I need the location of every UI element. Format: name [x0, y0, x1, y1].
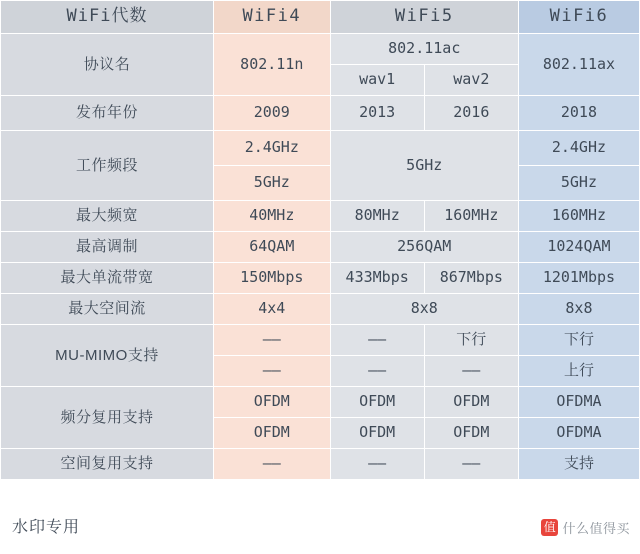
- table-row: [1, 263, 640, 294]
- table-row: [1, 387, 640, 418]
- cell-spatial-streams-wifi5: 8x8: [330, 294, 518, 325]
- cell-protocol-wifi5-wav2: wav2: [424, 65, 518, 96]
- table-row: [1, 96, 640, 131]
- cell-protocol-wifi4: 802.11n: [214, 34, 331, 96]
- cell-year-wifi5-wav2: 2016: [424, 96, 518, 131]
- cell-ofdm-wifi4-b: OFDM: [214, 418, 331, 449]
- cell-bandwidth-wifi6: 160MHz: [518, 201, 639, 232]
- cell-protocol-wifi6: 802.11ax: [518, 34, 639, 96]
- cell-ofdm-wifi5-wav1-b: OFDM: [330, 418, 424, 449]
- table-row: [1, 131, 640, 166]
- cell-ofdm-wifi5-wav2-a: OFDM: [424, 387, 518, 418]
- cell-mumimo-wifi6-down: 下行: [518, 325, 639, 356]
- cell-ofdm-wifi5-wav1-a: OFDM: [330, 387, 424, 418]
- table-row: [1, 201, 640, 232]
- cell-single-stream-wifi5-wav2: 867Mbps: [424, 263, 518, 294]
- cell-mumimo-wifi4-down: ——: [214, 325, 331, 356]
- cell-mumimo-wifi5-wav2-up: ——: [424, 356, 518, 387]
- row-label-band: 工作频段: [1, 131, 214, 201]
- cell-ofdm-wifi5-wav2-b: OFDM: [424, 418, 518, 449]
- cell-spatial-streams-wifi6: 8x8: [518, 294, 639, 325]
- table-header-row: [1, 1, 640, 34]
- brand-name: 什么值得买: [562, 521, 630, 536]
- header-generation-label: WiFi代数: [1, 1, 214, 34]
- cell-mumimo-wifi5-wav1-up: ——: [330, 356, 424, 387]
- cell-band-wifi4-5: 5GHz: [214, 166, 331, 201]
- cell-single-stream-wifi4: 150Mbps: [214, 263, 331, 294]
- row-label-max-bandwidth: 最大频宽: [1, 201, 214, 232]
- row-label-spatial-streams: 最大空间流: [1, 294, 214, 325]
- cell-spatial-reuse-wifi5-wav1: ——: [330, 449, 424, 480]
- footer-bar: [0, 496, 640, 554]
- cell-year-wifi6: 2018: [518, 96, 639, 131]
- table-row: [1, 34, 640, 65]
- cell-protocol-wifi5: 802.11ac: [330, 34, 518, 65]
- cell-ofdm-wifi4-a: OFDM: [214, 387, 331, 418]
- cell-spatial-reuse-wifi4: ——: [214, 449, 331, 480]
- header-wifi5: WiFi5: [330, 1, 518, 34]
- cell-ofdma-wifi6-a: OFDMA: [518, 387, 639, 418]
- cell-modulation-wifi4: 64QAM: [214, 232, 331, 263]
- cell-year-wifi4: 2009: [214, 96, 331, 131]
- cell-modulation-wifi6: 1024QAM: [518, 232, 639, 263]
- row-label-spatial-reuse: 空间复用支持: [1, 449, 214, 480]
- cell-year-wifi5-wav1: 2013: [330, 96, 424, 131]
- row-label-max-modulation: 最高调制: [1, 232, 214, 263]
- brand-badge-icon: 值: [541, 519, 558, 536]
- cell-protocol-wifi5-wav1: wav1: [330, 65, 424, 96]
- row-label-single-stream: 最大单流带宽: [1, 263, 214, 294]
- header-wifi4: WiFi4: [214, 1, 331, 34]
- cell-single-stream-wifi6: 1201Mbps: [518, 263, 639, 294]
- cell-ofdma-wifi6-b: OFDMA: [518, 418, 639, 449]
- watermark-text: 水印专用: [12, 519, 81, 536]
- cell-mumimo-wifi5-wav1-down: ——: [330, 325, 424, 356]
- cell-single-stream-wifi5-wav1: 433Mbps: [330, 263, 424, 294]
- row-label-protocol: 协议名: [1, 34, 214, 96]
- cell-spatial-reuse-wifi5-wav2: ——: [424, 449, 518, 480]
- cell-bandwidth-wifi5-wav2: 160MHz: [424, 201, 518, 232]
- cell-mumimo-wifi5-wav2-down: 下行: [424, 325, 518, 356]
- cell-band-wifi5: 5GHz: [330, 131, 518, 201]
- cell-modulation-wifi5: 256QAM: [330, 232, 518, 263]
- cell-mumimo-wifi6-up: 上行: [518, 356, 639, 387]
- cell-spatial-streams-wifi4: 4x4: [214, 294, 331, 325]
- row-label-mu-mimo: MU-MIMO支持: [1, 325, 214, 387]
- cell-spatial-reuse-wifi6: 支持: [518, 449, 639, 480]
- table-row: [1, 232, 640, 263]
- brand-watermark: [541, 518, 630, 537]
- cell-bandwidth-wifi4: 40MHz: [214, 201, 331, 232]
- cell-bandwidth-wifi5-wav1: 80MHz: [330, 201, 424, 232]
- cell-band-wifi4-24: 2.4GHz: [214, 131, 331, 166]
- table-row: [1, 294, 640, 325]
- cell-band-wifi6-24: 2.4GHz: [518, 131, 639, 166]
- cell-mumimo-wifi4-up: ——: [214, 356, 331, 387]
- row-label-release-year: 发布年份: [1, 96, 214, 131]
- cell-band-wifi6-5: 5GHz: [518, 166, 639, 201]
- header-wifi6: WiFi6: [518, 1, 639, 34]
- table-row: [1, 449, 640, 480]
- row-label-ofdma: 频分复用支持: [1, 387, 214, 449]
- table-row: [1, 325, 640, 356]
